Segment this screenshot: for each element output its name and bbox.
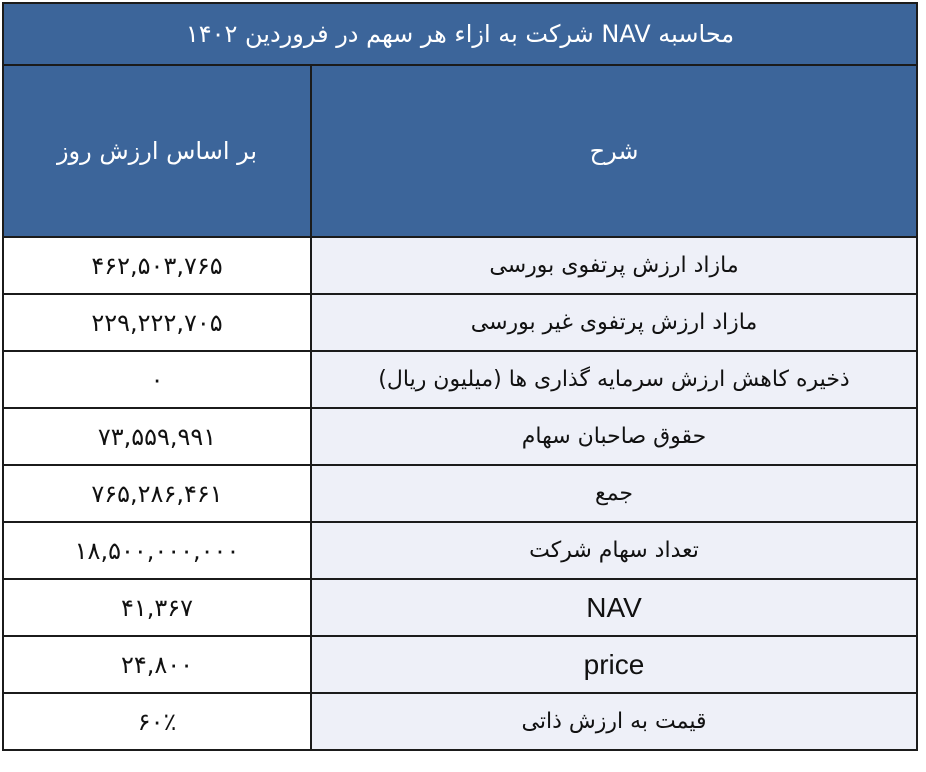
row-value: ۰ (3, 351, 311, 408)
row-value: ۴۱,۳۶۷ (3, 579, 311, 636)
row-value: ۷۳,۵۵۹,۹۹۱ (3, 408, 311, 465)
header-row (3, 65, 917, 237)
table-row (3, 579, 917, 636)
row-label: جمع (311, 465, 917, 522)
table-row (3, 408, 917, 465)
table-row (3, 465, 917, 522)
header-value: بر اساس ارزش روز (3, 65, 311, 237)
table-title: محاسبه NAV شرکت به ازاء هر سهم در فروردین ۱۴۰۲ (3, 3, 917, 65)
row-label: price (311, 636, 917, 693)
row-label: مازاد ارزش پرتفوی بورسی (311, 237, 917, 294)
nav-calculation-table (2, 2, 918, 751)
table-row (3, 237, 917, 294)
table-row (3, 351, 917, 408)
row-value: ۱۸,۵۰۰,۰۰۰,۰۰۰ (3, 522, 311, 579)
header-description: شرح (311, 65, 917, 237)
table-row (3, 636, 917, 693)
table-row (3, 294, 917, 351)
row-label: مازاد ارزش پرتفوی غیر بورسی (311, 294, 917, 351)
row-value: ۲۴,۸۰۰ (3, 636, 311, 693)
title-row (3, 3, 917, 65)
table-row (3, 522, 917, 579)
row-label: حقوق صاحبان سهام (311, 408, 917, 465)
row-value: ۲۲۹,۲۲۲,۷۰۵ (3, 294, 311, 351)
row-label: قیمت به ارزش ذاتی (311, 693, 917, 750)
row-label: تعداد سهام شرکت (311, 522, 917, 579)
row-value: ۷۶۵,۲۸۶,۴۶۱ (3, 465, 311, 522)
row-value: ۴۶۲,۵۰۳,۷۶۵ (3, 237, 311, 294)
row-label: ذخیره کاهش ارزش سرمایه گذاری ها (میلیون ریال) (311, 351, 917, 408)
row-label: NAV (311, 579, 917, 636)
table-row (3, 693, 917, 750)
row-value: ۶۰٪ (3, 693, 311, 750)
